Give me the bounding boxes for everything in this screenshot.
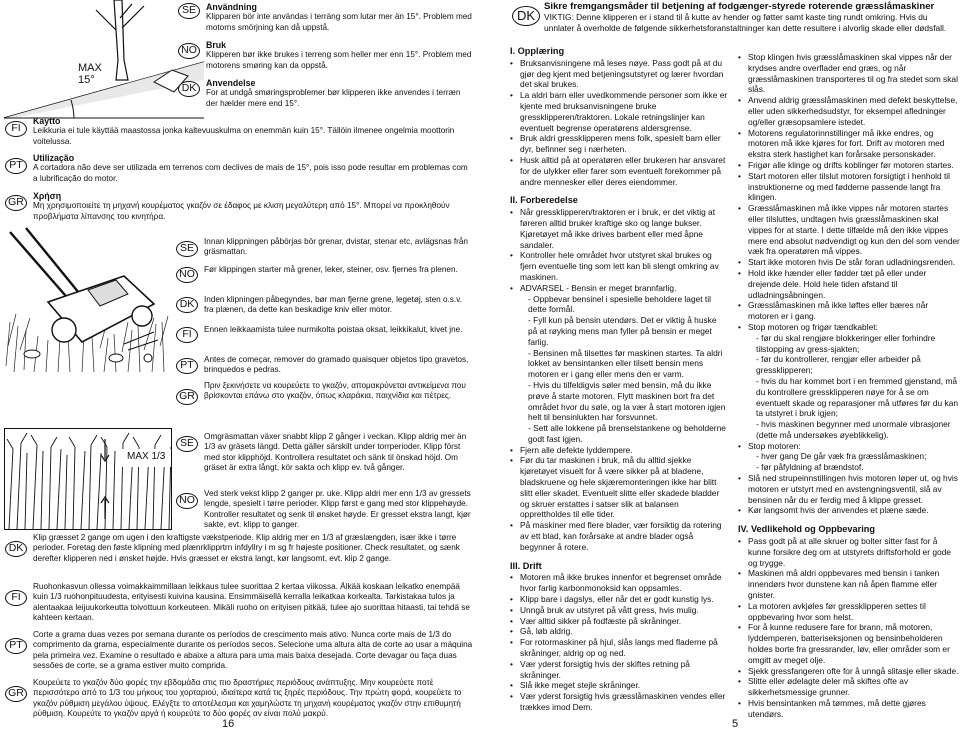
block-body: A cortadora não deve ser utilizada em terrenos com declives de mais de 15°, pois isso pode resultar em problemas com a lubrificação do motor. bbox=[33, 163, 468, 183]
block-gr-remove: Πριν ξεκινήσετε να κουρεύετε το γκαζόν, απομακρύνεται αντικείμενα που βρίσκονται επάνω στο γκαζόν, όπως κλαράκια, παιχνίδια και πέτρες. bbox=[204, 381, 466, 401]
bullet-item: • På maskiner med flere blader, vær forsiktig da rotering av ett blad, kan forårsake at andre blader også begynner å rotere. bbox=[510, 520, 728, 552]
safety-header bbox=[544, 1, 958, 33]
block-pt-remove: Antes de começar, remover do gramado quaisquer objetos tipo gravetos, brinquedos e pedras. bbox=[204, 355, 469, 375]
lang-tag-dk: DK bbox=[178, 81, 200, 97]
column-2-list bbox=[738, 52, 960, 720]
sub-item: - hver gang De går væk fra græsslåmaskinen; bbox=[756, 451, 927, 462]
bullet-item: • Start motoren eller tilslut motoren forsigtigt i henhold til instruktionerne og med fødderne passende langt fra klingen. bbox=[738, 171, 960, 203]
sub-item: - før du skal rengjøre blokkeringer eller forhindre tilstopping av gress-sjakten; bbox=[756, 332, 936, 354]
bullet-item: • Bruk aldri gressklipperen mens folk, spesielt barn eller dyr, befinner seg i nærheten. bbox=[510, 133, 728, 155]
block-title: Χρήση bbox=[33, 191, 62, 201]
block-title: Bruk bbox=[206, 40, 227, 50]
block-se-usage bbox=[206, 2, 474, 33]
column-1 bbox=[510, 44, 728, 713]
bullet-item: • Hvis bensintanken må tømmes, må dette gjøres utendørs. bbox=[738, 698, 960, 720]
block-no-usage bbox=[206, 40, 474, 71]
bullet-item: • Vær yderst forsigtig hvis græsslåmaskinen vendes eller trækkes imod Dem. bbox=[510, 691, 728, 713]
block-fi-remove: Ennen leikkaamista tulee nurmikolta poistaa oksat, leikkikalut, kivet jne. bbox=[204, 325, 463, 334]
bullet-item: • Frigør alle klinge og drifts koblinger før motoren startes. bbox=[738, 160, 960, 171]
left-page bbox=[0, 0, 478, 732]
max-third-label: MAX 1/3 bbox=[127, 451, 166, 462]
lang-tag-fi: FI bbox=[5, 590, 27, 606]
section-heading: IV. Vedlikehold og Oppbevaring bbox=[738, 524, 875, 535]
slope-max-text: MAX bbox=[78, 62, 102, 74]
bullet-item: • Slå ned strupeinnstillingen hvis motoren løper ut, og hvis motoren er utstyrt med en avstengningsventil, slå av bensinen når du er ferdig med å klippe gresset. bbox=[738, 473, 960, 505]
block-no-remove: Før klippingen starter må grener, leker, steiner, osv. fjernes fra plenen. bbox=[204, 265, 458, 274]
sub-item: - Bensinen må tilsettes før maskinen startes. Ta aldri lokket av bensintanken eller tilsett bensin mens motoren er i gang eller mens den er varm. bbox=[528, 347, 723, 380]
sub-item: - Hvis du tilfeldigvis søler med bensin, må du ikke prøve å starte motoren. Flytt maskinen bort fra det området hvor du søle, og la vær å start motoren igjen helt til bensinlukten har forsvunnet. bbox=[528, 379, 726, 423]
bullet-item: • Anvend aldrig græsslåmaskinen med defekt beskyttelse, eller uden sikkerhedsudstyr, for eksempel afledninger og/eller græsopsamlere istedet. bbox=[738, 95, 960, 127]
bullet-item: • Kontroller hele området hvor utstyret skal brukes og fjern eventuelle ting som lett kan bli slengt omkring av maskinen. bbox=[510, 250, 728, 282]
safety-header-body: VIKTIG: Denne klipperen er i stand til å kutte av hender og føtter samt kaste ting rundt omkring. Hvis du unnlater å overholde de følgende sikkerhetsforanstaltninger kan dette resultere i alvorlig skade eller dødsfall. bbox=[544, 12, 947, 33]
block-dk-remove: Inden klipningen påbegyndes, bør man fjerne grene, legetøj, sten o.s.v. fra plænen, da dette kan beskadige kniv eller motor. bbox=[204, 295, 462, 315]
slope-deg-text: 15° bbox=[78, 74, 95, 86]
block-pt-mowing: Corte a grama duas vezes por semana durante os períodos de crescimento mais ativo. Nunca corte mais de 1/3 do comprimento da grama, especialmente durante os períodos secos. Selecione uma altura alta de corte ao usar a máquina pela primeira vez. Examine o resultado e abaixe a altura para uma mais baixa desejada. Corte devagar ou faça duas sessões de corte, se a grama estiver muito comprida. bbox=[33, 630, 473, 671]
block-se-remove: Innan klippningen påbörjas bör grenar, dvistar, stenar etc, avlägsnas från gräsmattan. bbox=[204, 237, 468, 257]
lang-tag-no: NO bbox=[176, 267, 198, 283]
lang-tag-se: SE bbox=[178, 3, 200, 19]
block-dk-mowing: Klip græsset 2 gange om ugen i den kraftigste vækstperiode. Klip aldrig mer en 1/3 af græslængden, især ikke i tørre perioder. Foretag den føste klipning med plænrklipprtrn infdyllry i m sg fr højeste positioner. Check resultatet, og sænk derefter klipperen ned i ønsket højde. Hvis græsset er ekstra langt, kør langsomt, evt. klip 2 gange. bbox=[33, 533, 460, 563]
page-number-right: 5 bbox=[732, 718, 739, 730]
block-title: Användning bbox=[206, 2, 257, 12]
sub-item: - hvis du har kommet bort i en fremmed gjenstand, må du kontrollere gressklipperen nøye for å se om eventuelt skade og reparasjoner må utføres før du kan ta utstyret i bruk igjen; bbox=[756, 375, 959, 419]
section-heading: I. Opplæring bbox=[510, 46, 565, 56]
block-fi-usage bbox=[33, 116, 473, 147]
slope-max-label bbox=[78, 62, 102, 86]
bullet-item: • Klipp bare i dagslys, eller når det er godt kunstig lys. bbox=[510, 594, 728, 605]
page-number-left: 16 bbox=[222, 718, 235, 730]
block-body: Μη χρησιμοποιείτε τη μηχανή κουρέματος γκαζόν σε έδαφος με κλιση μεγαλύτερη από 15°. Μπορεί να προκληθούν προβλήματα λίπανσης του κινητήρα. bbox=[33, 201, 450, 221]
block-dk-usage bbox=[206, 78, 474, 109]
column-2 bbox=[738, 52, 960, 720]
bullet-item: • Når gressklipperen/traktoren er i bruk, er det viktig at føreren alltid bruker kraftige sko og lange bukser. Kjøretøyet må ikke drives barbent eller med åpne sandaler. bbox=[510, 207, 728, 250]
bullet-item: • Slå ikke meget stejle skråninger. bbox=[510, 680, 728, 691]
slope-illustration bbox=[4, 0, 204, 120]
bullet-item: • Vær alltid sikker på fodfæste på skråninger. bbox=[510, 616, 728, 627]
lang-tag-no: NO bbox=[176, 493, 198, 509]
bullet-item: • Slitte eller ødelagte deler må skiftes ofte av sikkerhetsmessige grunner. bbox=[738, 676, 960, 698]
bullet-item: • Sjekk gressfangeren ofte for å unngå slitasje eller skade. bbox=[738, 666, 960, 677]
lang-tag-no: NO bbox=[178, 43, 200, 59]
sub-item: - før påfyldning af brændstof. bbox=[756, 462, 864, 473]
lang-tag-gr: GR bbox=[5, 195, 27, 211]
block-title: Käyttö bbox=[33, 116, 61, 126]
sub-item: - hvis maskinen begynner med unormale vibrasjoner (dette må undersøkes øyeblikkelig). bbox=[756, 419, 951, 440]
grass-drawing bbox=[5, 429, 172, 530]
bullet-item: • Vær yderst forsigtig hvis der skiftes retning på skråninger. bbox=[510, 659, 728, 681]
bullet-item: • For å kunne redusere fare for brann, må motoren, lyddemperen, batteriseksjonen og bensinbeholderen holdes borte fra gressrander, løv, eller områder som er omgitt av meget olje. bbox=[738, 622, 960, 665]
section-heading: III. Drift bbox=[510, 560, 542, 571]
block-gr-mowing: Κουρεύετε το γκαζόν δύο φορές την εβδομάδα στις πιο δραστήριες περιόδους ανάπτυξης. Μην κουρεύετε ποτέ περισσότερο από το 1/3 του μήκους του χορταριού, ιδιαίτερα κατά τις ξηρές περιόδους. Την πρώτη φορά, κουρεύετε το γκαζόν ρύθμιση μεγάλου ύψους. Ελέγξτε το αποτέλεσμα και χαμηλώστε τη μηχανή κουρέματος γκαζόν στην επιθυμητή ρύθμιση. Κουρεύτε το γκαζόν αργά ή κουρεύτε το δύο φορές αν είναι πολύ μακρύ. bbox=[33, 678, 462, 719]
block-se-mowing: Omgräsmattan växer snabbt klipp 2 gånger i veckan. Klipp aldrig mer än 1/3 av gräsets längd. Detta gäller särskilt under torrperioder. Klipp först med stor klipphöjd. Kontrollera resultatet och sänk til önskad höjd. Om gräset är extra långt, kör sakta och klipp ev. två gånger. bbox=[204, 432, 467, 473]
bullet-item: • Motorens regulatorinnstillinger må ikke endres, og motoren må ikke kjøres for fort. Drift av motoren med ekstra sterk hastighet kan forårsake personskader. bbox=[738, 128, 960, 160]
block-body: Klipparen bör inte användas i terräng som lutar mer än 15°. Problem med motorns smörjning kan då uppstå. bbox=[206, 12, 472, 32]
bullet-item: • La motoren avkjøles før gressklipperen settes til oppbevaring hvor som helst. bbox=[738, 601, 960, 623]
block-body: For at undgå smøringsproblemer bør klipperen ikke anvendes i terræn der hælder mere end 15°. bbox=[206, 88, 461, 108]
page-divider bbox=[478, 0, 479, 732]
bullet-item: • Græsslåmaskinen må ikke vippes når motoren startes eller tilsluttes, undtagen hvis græsslåmaskinen skal vippes for at starte. I dette tilfælde må den ikke vippes mere end absolut nødvendigt og kun den del som vender væk fra operatøren må vippes. bbox=[738, 203, 960, 257]
bullet-item: • La aldri barn eller uvedkommende personer som ikke er kjente med bruksanvisningene bruke gressklipperen/traktoren. Lokale retningslinjer kan eventuelt begrense operatørens aldersgrense. bbox=[510, 90, 728, 133]
lang-tag-fi: FI bbox=[176, 327, 198, 343]
bullet-item: • Bruksanvisningene må leses nøye. Pass godt på at du gjør deg kjent med betjeningsutstyret og lærer hvordan det skal brukes. bbox=[510, 58, 728, 90]
bullet-item: • Stop motoren: bbox=[738, 441, 960, 452]
bullet-item: • For rotormaskiner på hjul, slås langs med fladerne på skråninger, aldrig op og ned. bbox=[510, 637, 728, 659]
column-1-list bbox=[510, 46, 728, 713]
lang-tag-pt: PT bbox=[5, 158, 27, 174]
lang-tag-dk: DK bbox=[176, 297, 198, 313]
right-page bbox=[482, 0, 960, 732]
lang-tag-dk-header: DK bbox=[512, 6, 540, 26]
block-body: Leikkuria ei tule käyttää maastossa jonka kaltevuuskulma on enemmän kuin 15°. Tällöin ilmenee ongelmia moottorin voitelussa. bbox=[33, 126, 455, 146]
mower-illustration bbox=[4, 226, 172, 374]
sub-item: - Sett alle lokkene på brenselstankene og beholderne godt fast igjen. bbox=[528, 423, 726, 444]
bullet-item: • Hold ikke hænder eller fødder tæt på eller under drejende dele. Hold hele tiden afstand til udladningsåbningen. bbox=[738, 268, 960, 300]
mower-wheel bbox=[52, 318, 76, 342]
lang-tag-se: SE bbox=[176, 436, 198, 452]
bullet-item: • Unngå bruk av utstyret på vått gress, hvis mulig. bbox=[510, 605, 728, 616]
block-body: Klipperen bør ikke brukes i terreng som heller mer enn 15°. Problem med motorens smøring kan da oppstå. bbox=[206, 50, 472, 70]
bullet-item: • Motoren må ikke brukes innenfor et begrenset område hvor farlig karbonmonoksid kan oppsamles. bbox=[510, 572, 728, 594]
sub-item: - før du kontrollerer, rengjør eller arbeider på gressklipperen; bbox=[756, 354, 921, 376]
lang-tag-fi: FI bbox=[5, 121, 27, 137]
bullet-item: • Fjern alle defekte lyddempere. bbox=[510, 445, 728, 456]
lang-tag-gr: GR bbox=[176, 389, 198, 405]
block-title: Anvendelse bbox=[206, 78, 256, 88]
grass-height-illustration bbox=[4, 428, 172, 530]
block-fi-mowing: Ruohonkasvun ollessa voimakkaimmillaan leikkaus tulee suorittaa 2 kertaa viikossa. Älkää koskaan leikatko enempää kuin 1/3 ruohonpituudesta, erityisesti kuivina kausina. Ensimmäisellä kerralla leikatkaa korkealta. Tarkistakaa tulos ja alentaakaa leijuukorkeutta toivottuun korkeuteen. Mikäli ruoho on erityisen pitkää, tulee ajo suorittaa hitaasti, tai tehdä se kahteen kertaan. bbox=[33, 582, 470, 623]
section-heading: II. Forberedelse bbox=[510, 195, 578, 206]
bullet-item: • Stop motoren og frigør tændkablet: bbox=[738, 322, 960, 333]
bullet-item: • Pass godt på at alle skruer og bolter sitter fast for å kunne forsikre deg om at utstyrets driftsforhold er gode og trygge. bbox=[738, 536, 960, 568]
bullet-item: • Husk alltid på at operatøren eller brukeren har ansvaret for de ulykker eller farer som eventuelt forekommer på andre mennesker eller deres eiendommer. bbox=[510, 155, 728, 187]
bullet-item: • Maskinen må aldri oppbevares med bensin i tanken innendørs hvor dunstene kan nå åpen flamme eller gnister. bbox=[738, 568, 960, 600]
lang-tag-se: SE bbox=[176, 241, 198, 257]
bullet-item: • ADVARSEL - Bensin er meget brannfarlig. bbox=[510, 283, 728, 294]
sub-item: - Fyll kun på bensin utendørs. Det er viktig å huske på at røyking mens man fyller på bensin er meget farlig. bbox=[528, 315, 717, 347]
bullet-item: • Græsslåmaskinen må ikke løftes eller bæres når motoren er i gang. bbox=[738, 300, 960, 322]
lang-tag-dk: DK bbox=[5, 541, 27, 557]
block-gr-usage bbox=[33, 191, 473, 222]
block-title: Utilização bbox=[33, 153, 75, 163]
bullet-item: • Stop klingen hvis græsslåmaskinen skal vippes når der krydses andre overflader end græs, og når græsslåmaskinen transporteres til og fra stedet som skal slås. bbox=[738, 52, 960, 95]
block-pt-usage bbox=[33, 153, 473, 184]
mower-wheel bbox=[132, 306, 152, 326]
bullet-item: • Gå, løb aldrig. bbox=[510, 626, 728, 637]
sub-item: - Oppbevar bensinel i spesielle beholdere laget til dette formål. bbox=[528, 293, 711, 315]
block-no-mowing: Ved sterk vekst klipp 2 ganger pr. uke. Klipp aldri mer enn 1/3 av gressets lengde, spesielt i tørre perioder. Klipp først e gang med stor klippehøyde. Kontroller resultatet og senk til ønsket høyde. Er gresset ekstra langt, kjør sakte, evt. klipp to ganger. bbox=[204, 489, 471, 530]
lang-tag-gr: GR bbox=[5, 686, 27, 702]
bullet-item: • Før du tar maskinen i bruk, må du alltid sjekke kjøretøyet visuelt for å være sikker på at bladene, bladskruene og hele skjæremonteringen ikke har blitt slitt eller skadet. Eventuelt slitte eller skadede bladder og skruer erstattes i satser slik at balansen opprettholdes til elle tider. bbox=[510, 455, 728, 520]
bullet-item: • Start ikke motoren hvis De står foran udladningsrenden. bbox=[738, 257, 960, 268]
safety-header-title: Sikre fremgangsmåder til betjening af fodgænger-styrede roterende græsslåmaskiner bbox=[544, 1, 935, 12]
lang-tag-pt: PT bbox=[176, 358, 198, 374]
lang-tag-pt: PT bbox=[5, 638, 27, 654]
bullet-item: • Kør langsomt hvis der anvendes et plæne sæde. bbox=[738, 505, 960, 516]
